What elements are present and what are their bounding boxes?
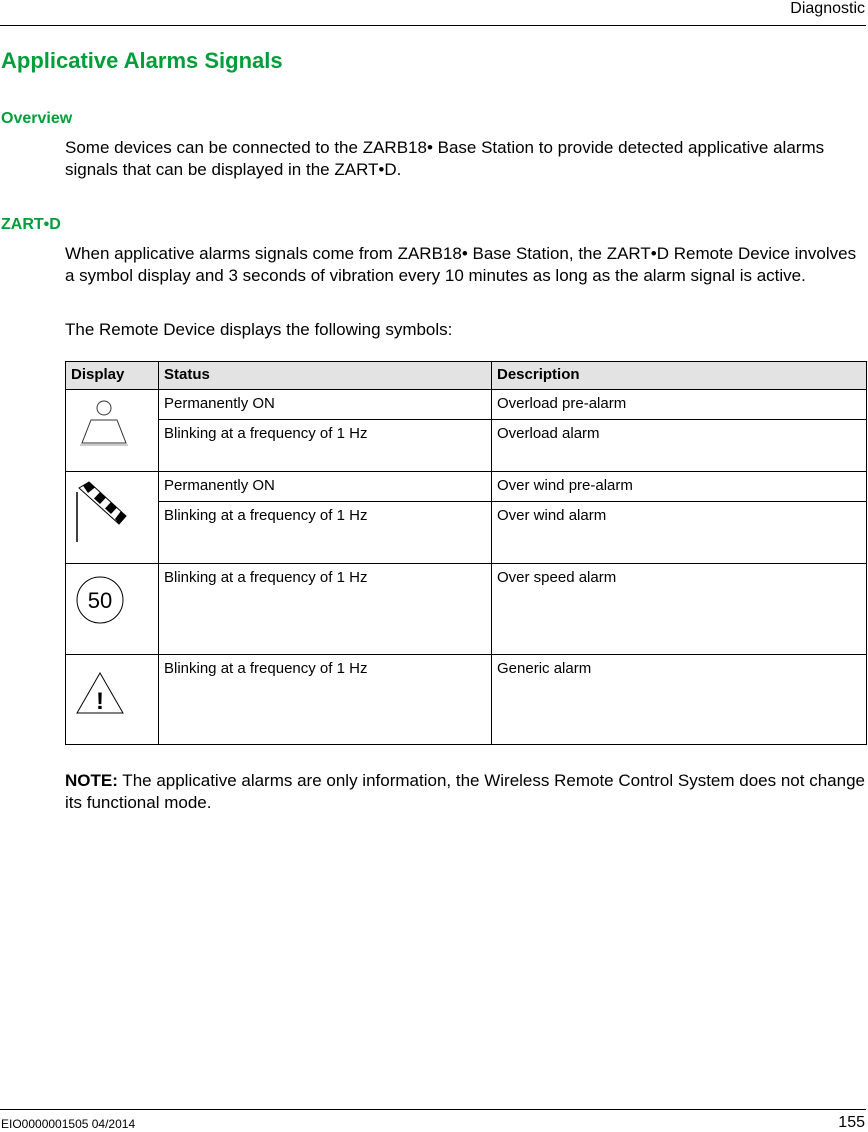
table-row [66, 655, 867, 745]
status-cell: Permanently ON [159, 472, 492, 502]
display-cell [66, 655, 159, 745]
warning-triangle-icon [74, 671, 126, 717]
section-title: Applicative Alarms Signals [1, 48, 283, 73]
overview-paragraph: Some devices can be connected to the ZARB18• Base Station to provide detected applicative alarms signals that can be displayed in the ZART•D. [65, 138, 825, 179]
status-cell: Blinking at a frequency of 1 Hz [159, 655, 492, 745]
description-cell: Over speed alarm [492, 564, 867, 655]
table-row [66, 420, 867, 472]
display-cell [66, 564, 159, 655]
description-cell: Overload pre-alarm [492, 390, 867, 420]
page-number: 155 [838, 1114, 865, 1131]
zartd-intro: The Remote Device displays the following symbols: [65, 320, 453, 339]
display-cell [66, 472, 159, 564]
description-cell: Over wind alarm [492, 502, 867, 564]
status-cell: Blinking at a frequency of 1 Hz [159, 564, 492, 655]
warning-mark: ! [96, 688, 104, 715]
status-cell: Permanently ON [159, 390, 492, 420]
description-cell: Generic alarm [492, 655, 867, 745]
speed-limit-value: 50 [87, 588, 113, 613]
running-header: Diagnostic [790, 0, 865, 17]
note-paragraph [65, 770, 867, 814]
table-row [66, 564, 867, 655]
overload-weight-icon [74, 398, 134, 448]
footer-doc-reference: EIO0000001505 04/2014 [1, 1117, 136, 1131]
header-divider [0, 25, 866, 26]
note-text: The applicative alarms are only information, the Wireless Remote Control System does not change its functional mode. [65, 771, 865, 812]
footer-divider [0, 1109, 866, 1110]
table-header-row [66, 362, 867, 390]
symbols-table [65, 361, 867, 745]
status-column-header: Status [159, 362, 492, 390]
description-column-header: Description [492, 362, 867, 390]
table-row [66, 390, 867, 420]
windsock-icon [74, 478, 134, 544]
zartd-paragraph: When applicative alarms signals come from ZARB18• Base Station, the ZART•D Remote Device involves a symbol display and 3 seconds of vibration every 10 minutes as long as the alarm signal is active. [65, 244, 857, 285]
status-cell: Blinking at a frequency of 1 Hz [159, 420, 492, 472]
table-row [66, 472, 867, 502]
description-cell: Overload alarm [492, 420, 867, 472]
zartd-heading: ZART•D [1, 216, 61, 233]
overview-heading: Overview [1, 110, 73, 127]
status-cell: Blinking at a frequency of 1 Hz [159, 502, 492, 564]
table-row [66, 502, 867, 564]
speed-limit-icon [74, 574, 126, 626]
display-cell [66, 390, 159, 472]
note-label: NOTE: [65, 771, 118, 790]
display-column-header: Display [66, 362, 159, 390]
description-cell: Over wind pre-alarm [492, 472, 867, 502]
